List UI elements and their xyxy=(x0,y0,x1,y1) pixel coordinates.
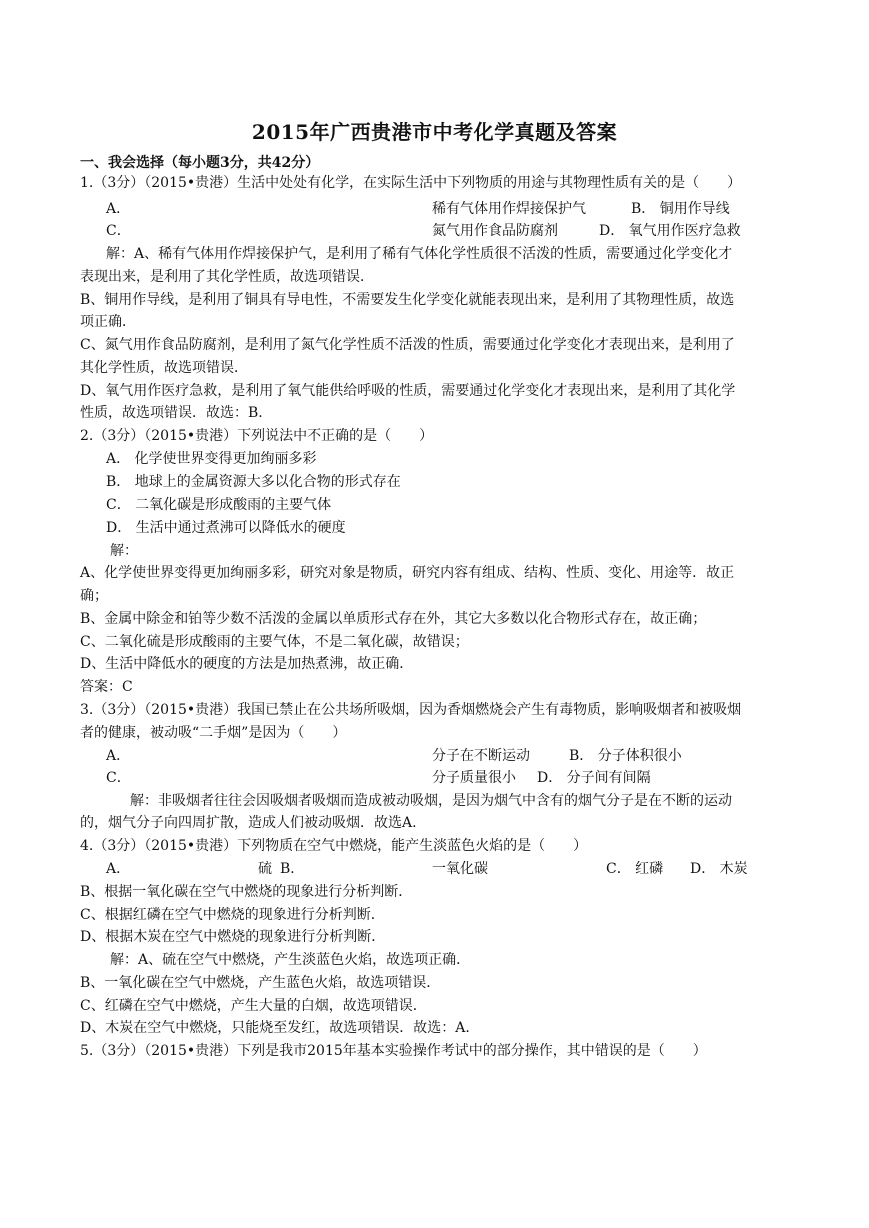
q2-solution-head: 解： xyxy=(110,543,138,559)
q1-solution-line: C、氮气用作食品防腐剂，是利用了氮气化学性质不活泼的性质，需要通过化学变化才表现出来，是利用了 xyxy=(80,337,735,353)
q3-option-d: D． 分子间有间隔 xyxy=(537,770,651,786)
q1-option-a-text: 稀有气体用作焊接保护气 xyxy=(432,201,586,217)
q4-option-c: C． 红磷 xyxy=(606,861,664,877)
q3-option-c-text: 分子质量很小 xyxy=(432,770,516,786)
q2-option: C． 二氧化碳是形成酸雨的主要气体 xyxy=(106,497,332,513)
q1-solution-line: 项正确． xyxy=(80,314,136,330)
q1-solution-line: B、铜用作导线，是利用了铜具有导电性，不需要发生化学变化就能表现出来，是利用了其物理性质，故选 xyxy=(80,292,735,308)
q4-solution-line: 解：A、硫在空气中燃烧，产生淡蓝色火焰，故选项正确． xyxy=(110,952,471,968)
q5-stem: 5.（3分）（2015•贵港）下列是我市2015年基本实验操作考试中的部分操作，其中错误的是（ ） xyxy=(80,1043,707,1059)
q1-option-b: B． 铜用作导线 xyxy=(631,201,730,217)
q3-option-a-label: A． xyxy=(106,748,131,764)
q1-solution-line: 性质，故选项错误．故选：B. xyxy=(80,405,263,421)
q4-stem: 4.（3分）（2015•贵港）下列物质在空气中燃烧，能产生淡蓝色火焰的是（ ） xyxy=(80,838,588,854)
q2-stem: 2.（3分）（2015•贵港）下列说法中不正确的是（ ） xyxy=(80,428,434,444)
q4-analysis-line: D、根据木炭在空气中燃烧的现象进行分析判断． xyxy=(80,929,386,945)
q3-stem: 者的健康，被动吸“二手烟”是因为（ ） xyxy=(80,725,347,741)
q2-solution-line: A、化学使世界变得更加绚丽多彩，研究对象是物质，研究内容有组成、结构、性质、变化、用途等．故正 xyxy=(80,565,735,581)
q1-solution-line: 解：A、稀有气体用作焊接保护气，是利用了稀有气体化学性质很不活泼的性质，需要通过化学变化才 xyxy=(106,246,733,262)
q4-solution-line: B、一氧化碳在空气中燃烧，产生蓝色火焰，故选项错误． xyxy=(80,975,441,991)
q4-solution-line: C、红磷在空气中燃烧，产生大量的白烟，故选项错误． xyxy=(80,998,427,1014)
q3-option-b: B． 分子体积很小 xyxy=(569,748,682,764)
q3-option-a-text: 分子在不断运动 xyxy=(432,748,530,764)
q1-option-c-label: C． xyxy=(106,223,131,239)
q1-stem: 1.（3分）（2015•贵港）生活中处处有化学，在实际生活中下列物质的用途与其物理性质有关的是（ ） xyxy=(80,175,742,191)
q3-stem: 3.（3分）（2015•贵港）我国已禁止在公共场所吸烟，因为香烟燃烧会产生有毒物质，影响吸烟者和被吸烟 xyxy=(80,702,742,718)
q3-solution-line: 的，烟气分子向四周扩散，造成人们被动吸烟．故选A. xyxy=(80,815,417,831)
q4-option-b-label: B． xyxy=(280,861,305,877)
q2-solution-line: D、生活中降低水的硬度的方法是加热煮沸，故正确． xyxy=(80,656,414,672)
q4-option-d: D． 木炭 xyxy=(690,861,748,877)
section-heading: 一、我会选择（每小题3分，共42分） xyxy=(80,155,320,171)
q4-analysis-line: C、根据红磷在空气中燃烧的现象进行分析判断． xyxy=(80,907,385,923)
q2-solution-line: 确； xyxy=(80,588,108,604)
q2-option: A． 化学使世界变得更加绚丽多彩 xyxy=(106,451,317,467)
q4-analysis-line: B、根据一氧化碳在空气中燃烧的现象进行分析判断． xyxy=(80,884,413,900)
q1-option-d: D． 氧气用作医疗急救 xyxy=(599,223,741,239)
q1-option-a-label: A． xyxy=(106,201,131,217)
q4-option-b-text: 一氧化碳 xyxy=(432,861,488,877)
q1-solution-line: 其化学性质，故选项错误． xyxy=(80,360,248,376)
q2-solution-line: B、金属中除金和铂等少数不活泼的金属以单质形式存在外，其它大多数以化合物形式存在，故正确； xyxy=(80,611,707,627)
q2-answer: 答案：C xyxy=(80,679,133,695)
q1-solution-line: D、氧气用作医疗急救，是利用了氧气能供给呼吸的性质，需要通过化学变化才表现出来，是利用了其化学 xyxy=(80,383,736,399)
q4-option-a-label: A． xyxy=(106,861,131,877)
q3-option-c-label: C． xyxy=(106,770,131,786)
q1-solution-line: 表现出来，是利用了其化学性质，故选项错误． xyxy=(80,269,374,285)
page-title: 2015年广西贵港市中考化学真题及答案 xyxy=(251,120,618,144)
q2-solution-line: C、二氧化硫是形成酸雨的主要气体，不是二氧化碳，故错误； xyxy=(80,634,469,650)
q3-solution-line: 解：非吸烟者往往会因吸烟者吸烟而造成被动吸烟，是因为烟气中含有的烟气分子是在不断的运动 xyxy=(130,793,732,809)
q2-option: D． 生活中通过煮沸可以降低水的硬度 xyxy=(106,520,346,536)
q4-option-a-text: 硫 xyxy=(258,861,272,877)
q2-option: B． 地球上的金属资源大多以化合物的形式存在 xyxy=(106,474,401,490)
q1-option-c-text: 氮气用作食品防腐剂 xyxy=(432,223,558,239)
q4-solution-line: D、木炭在空气中燃烧，只能烧至发红，故选项错误．故选：A. xyxy=(80,1020,470,1036)
